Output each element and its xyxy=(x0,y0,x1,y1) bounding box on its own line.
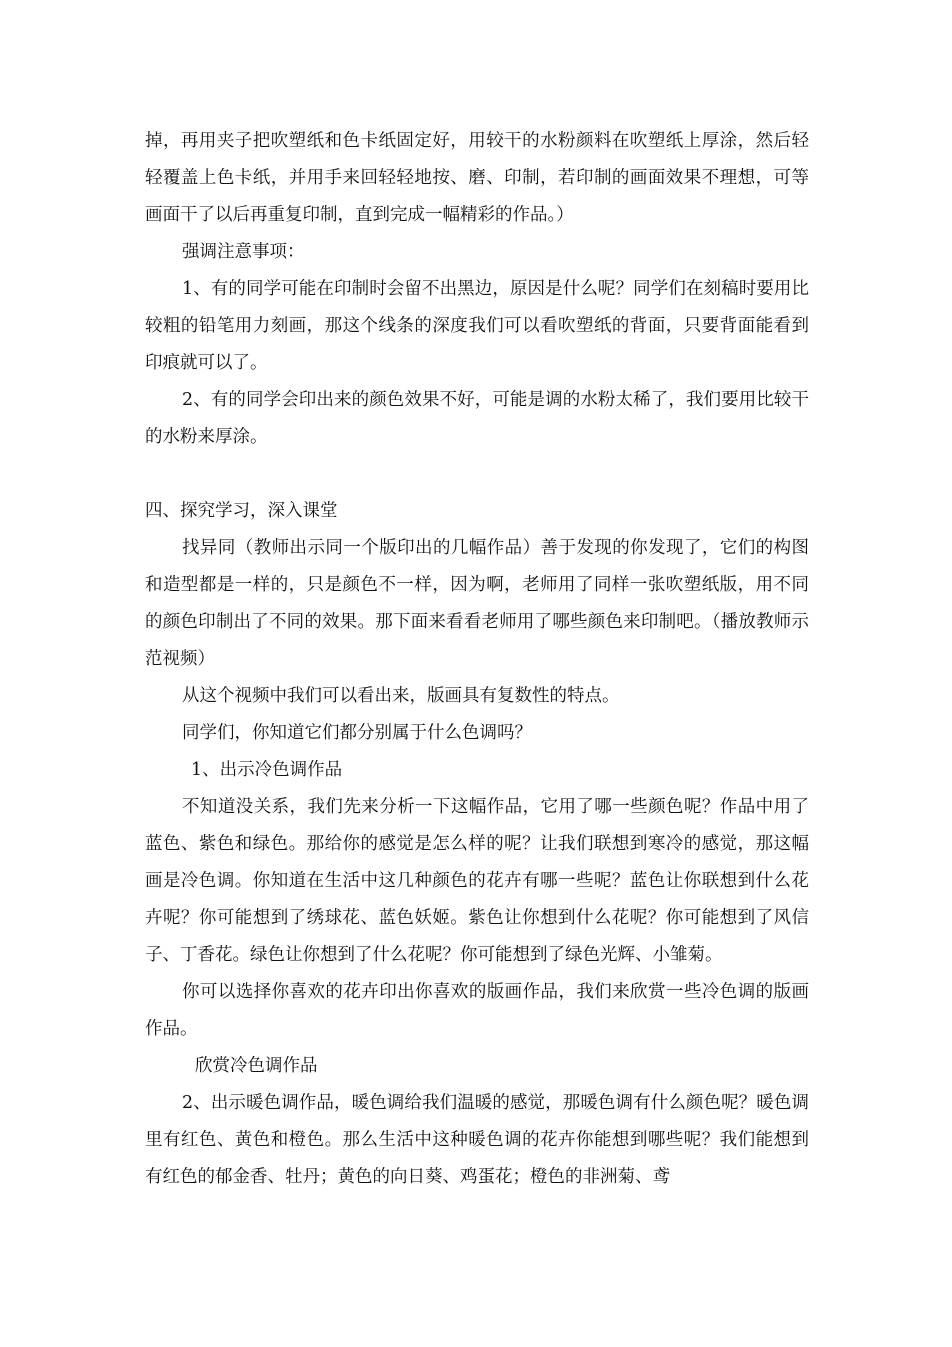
paragraph-warm-tones: 2、出示暖色调作品，暖色调给我们温暖的感觉，那暖色调有什么颜色呢？暖色调里有红色、黄色和橙色。那么生活中这种暖色调的花卉你能想到哪些呢？我们能想到有红色的郁金香、牡丹；黄色的向日葵、鸡蛋花；橙色的非洲菊、鸢 xyxy=(145,1093,809,1187)
section-heading-4: 四、探究学习，深入课堂 xyxy=(145,501,338,521)
paragraph-tone-question: 同学们，你知道它们都分别属于什么色调吗？ xyxy=(182,723,532,743)
subheading-cool-tones: 1、出示冷色调作品 xyxy=(191,760,343,780)
document-body xyxy=(145,123,809,1196)
subheading-appreciate-cool: 欣赏冷色调作品 xyxy=(195,1056,318,1076)
paragraph-printing-steps: 掉，再用夹子把吹塑纸和色卡纸固定好，用较干的水粉颜料在吹塑纸上厚涂，然后轻轻覆盖上色卡纸，并用手来回轻轻地按、磨、印制，若印制的画面效果不理想，可等画面干了以后再重复印制，直到完成一幅精彩的作品。） xyxy=(145,131,809,225)
paragraph-cool-analysis: 不知道没关系，我们先来分析一下这幅作品，它用了哪一些颜色呢？作品中用了蓝色、紫色和绿色。那给你的感觉是怎么样的呢？让我们联想到寒冷的感觉，那这幅画是冷色调。你知道在生活中这几种颜色的花卉有哪一些呢？蓝色让你联想到什么花卉呢？你可能想到了绣球花、蓝色妖姬。紫色让你想到什么花呢？你可能想到了风信子、丁香花。绿色让你想到了什么花呢？你可能想到了绿色光辉、小雏菊。 xyxy=(145,797,809,965)
paragraph-spacer xyxy=(145,456,809,493)
paragraph-note-2: 2、有的同学会印出来的颜色效果不好，可能是调的水粉太稀了，我们要用比较干的水粉来厚涂。 xyxy=(145,390,809,447)
paragraph-video-conclusion: 从这个视频中我们可以看出来，版画具有复数性的特点。 xyxy=(182,686,620,706)
paragraph-note-1: 1、有的同学可能在印制时会留不出黑边，原因是什么呢？同学们在刻稿时要用比较粗的铅笔用力刻画，那这个线条的深度我们可以看吹塑纸的背面，只要背面能看到印痕就可以了。 xyxy=(145,279,809,373)
paragraph-find-differences: 找异同（教师出示同一个版印出的几幅作品）善于发现的你发现了，它们的构图和造型都是一样的，只是颜色不一样，因为啊，老师用了同样一张吹塑纸版，用不同的颜色印制出了不同的效果。那下面来看看老师用了哪些颜色来印制吧。（播放教师示范视频） xyxy=(145,538,809,669)
paragraph-choose-flowers: 你可以选择你喜欢的花卉印出你喜欢的版画作品，我们来欣赏一些冷色调的版画作品。 xyxy=(145,982,809,1039)
paragraph-notes-heading: 强调注意事项： xyxy=(182,242,305,262)
